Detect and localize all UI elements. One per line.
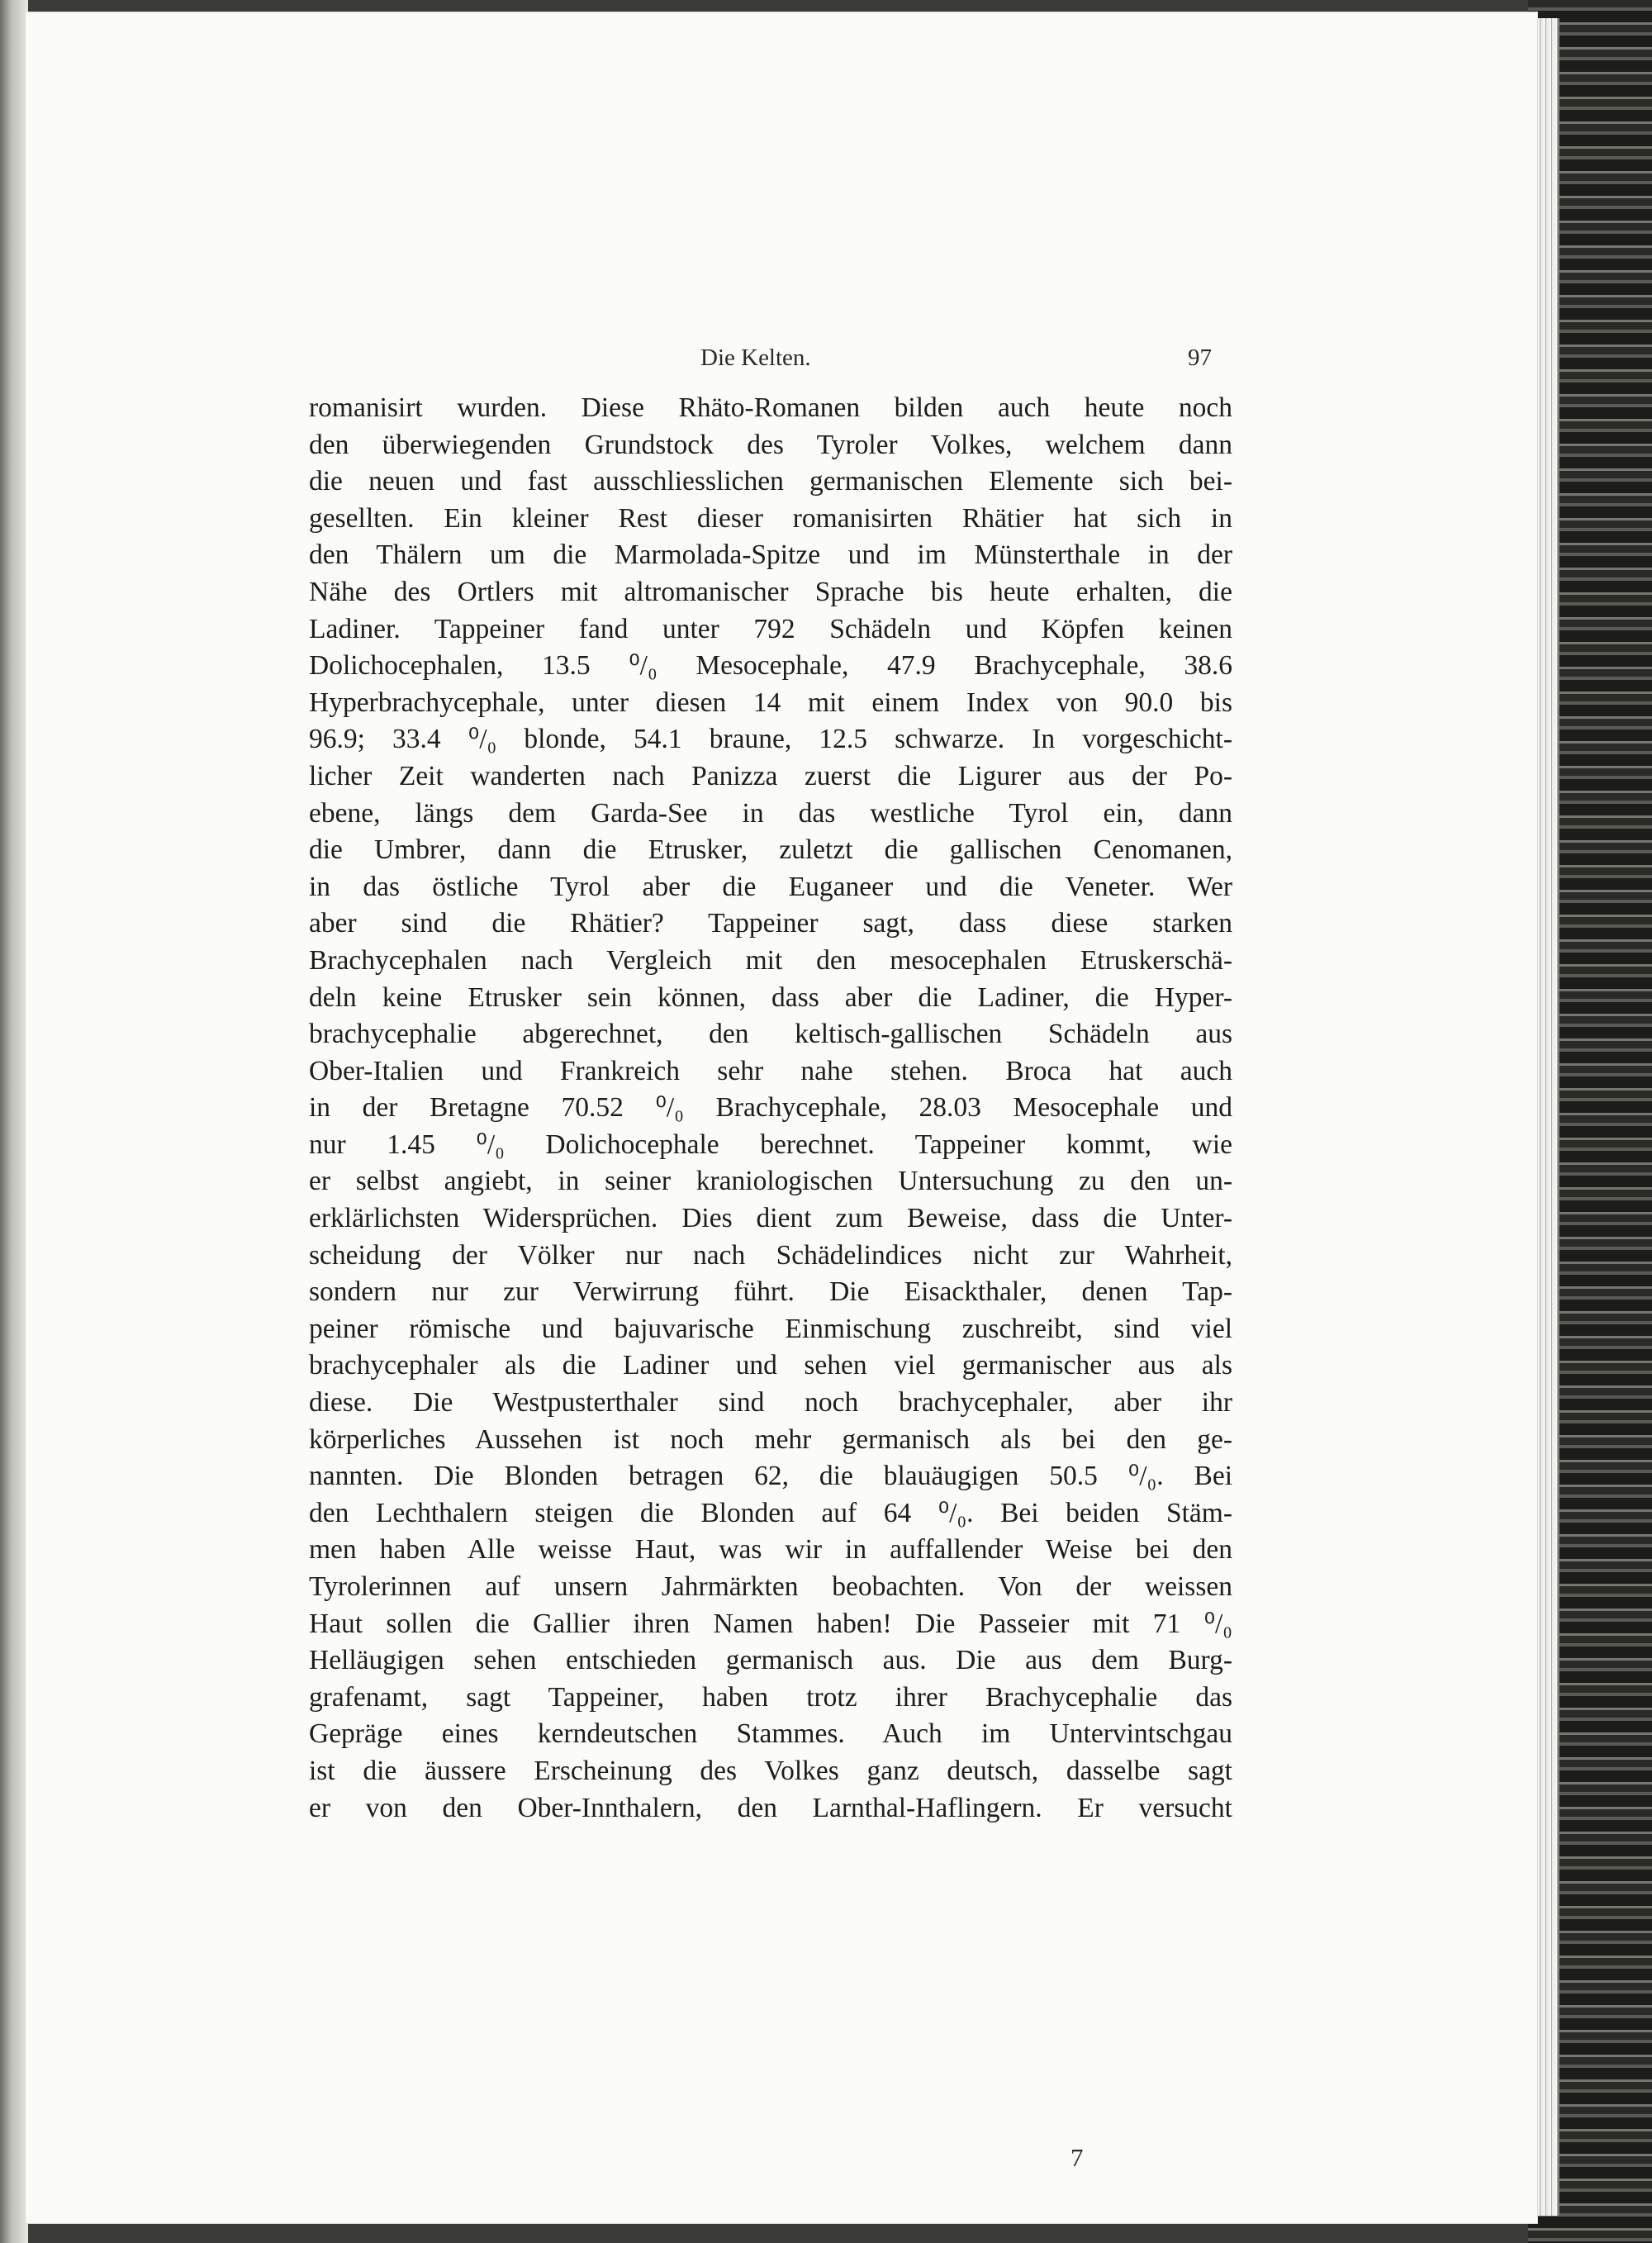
scan-left-edge [0, 0, 28, 2243]
text-line: Hyperbrachycephale, unter diesen 14 mit einem Index von 90.0 bis [309, 687, 1232, 718]
text-line: brachycephaler als die Ladiner und sehen viel germanischer aus als [309, 1350, 1232, 1381]
text-line: Gepräge eines kerndeutschen Stammes. Auch im Untervintschgau [309, 1718, 1232, 1750]
text-line: licher Zeit wanderten nach Panizza zuerst die Ligurer aus der Po- [309, 760, 1232, 791]
body-text [309, 390, 1232, 1827]
text-line: er von den Ober-Innthalern, den Larnthal-Haflingern. Er versucht [309, 1792, 1232, 1823]
text-line: in das östliche Tyrol aber die Euganeer und die Veneter. Wer [309, 871, 1232, 902]
page-number: 97 [1188, 345, 1212, 371]
text-line: die neuen und fast ausschliesslichen germanischen Elemente sich bei- [309, 466, 1232, 497]
text-line: aber sind die Rhätier? Tappeiner sagt, dass diese starken [309, 908, 1232, 939]
text-line: Nähe des Ortlers mit altromanischer Sprache bis heute erhalten, die [309, 576, 1232, 607]
text-line: den überwiegenden Grundstock des Tyroler Volkes, welchem dann [309, 429, 1232, 460]
text-line: Tyrolerinnen auf unsern Jahrmärkten beobachten. Von der weissen [309, 1571, 1232, 1602]
running-head-title: Die Kelten. [700, 345, 811, 371]
book-page [25, 12, 1538, 2224]
text-line: erklärlichsten Widersprüchen. Dies dient zum Beweise, dass die Unter- [309, 1203, 1232, 1234]
text-line: nannten. Die Blonden betragen 62, die blauäugigen 50.5 ⁰/₀. Bei [309, 1461, 1232, 1492]
text-line: er selbst angiebt, in seiner kraniologischen Untersuchung zu den un- [309, 1166, 1232, 1197]
text-line: grafenamt, sagt Tappeiner, haben trotz ihrer Brachycephalie das [309, 1681, 1232, 1713]
text-line: ebene, längs dem Garda-See in das westliche Tyrol ein, dann [309, 797, 1232, 829]
text-line: Brachycephalen nach Vergleich mit den mesocephalen Etruskerschä- [309, 944, 1232, 976]
text-line: die Umbrer, dann die Etrusker, zuletzt die gallischen Cenomanen, [309, 834, 1232, 866]
text-line: sondern nur zur Verwirrung führt. Die Eisackthaler, denen Tap- [309, 1276, 1232, 1308]
text-line: Ladiner. Tappeiner fand unter 792 Schädeln und Köpfen keinen [309, 613, 1232, 644]
text-line: körperliches Aussehen ist noch mehr germanisch als bei den ge- [309, 1423, 1232, 1455]
text-line: Dolichocephalen, 13.5 ⁰/₀ Mesocephale, 47.9 Brachycephale, 38.6 [309, 650, 1232, 682]
text-line: Haut sollen die Gallier ihren Namen haben! Die Passeier mit 71 ⁰/₀ [309, 1608, 1232, 1639]
text-line: 96.9; 33.4 ⁰/₀ blonde, 54.1 braune, 12.5 schwarze. In vorgeschicht- [309, 724, 1232, 755]
text-line: diese. Die Westpusterthaler sind noch brachycephaler, aber ihr [309, 1387, 1232, 1419]
text-line: gesellten. Ein kleiner Rest dieser romanisirten Rhätier hat sich in [309, 502, 1232, 534]
text-line: peiner römische und bajuvarische Einmischung zuschreibt, sind viel [309, 1313, 1232, 1344]
text-line: Ober-Italien und Frankreich sehr nahe stehen. Broca hat auch [309, 1055, 1232, 1086]
text-line: den Thälern um die Marmolada-Spitze und im Münsterthale in der [309, 539, 1232, 571]
text-line: scheidung der Völker nur nach Schädelindices nicht zur Wahrheit, [309, 1239, 1232, 1271]
text-line: men haben Alle weisse Haut, was wir in auffallender Weise bei den [309, 1534, 1232, 1566]
text-line: nur 1.45 ⁰/₀ Dolichocephale berechnet. Tappeiner kommt, wie [309, 1129, 1232, 1160]
text-line: den Lechthalern steigen die Blonden auf 64 ⁰/₀. Bei beiden Stäm- [309, 1497, 1232, 1528]
signature-mark: 7 [1070, 2143, 1084, 2172]
text-line: Helläugigen sehen entschieden germanisch aus. Die aus dem Burg- [309, 1645, 1232, 1676]
text-line: brachycephalie abgerechnet, den keltisch-gallischen Schädeln aus [309, 1019, 1232, 1050]
text-line: in der Bretagne 70.52 ⁰/₀ Brachycephale, 28.03 Mesocephale und [309, 1092, 1232, 1124]
text-line: ist die äussere Erscheinung des Volkes ganz deutsch, dasselbe sagt [309, 1755, 1232, 1786]
text-line: deln keine Etrusker sein können, dass aber die Ladiner, die Hyper- [309, 981, 1232, 1013]
text-line: romanisirt wurden. Diese Rhäto-Romanen bilden auch heute noch [309, 392, 1232, 423]
